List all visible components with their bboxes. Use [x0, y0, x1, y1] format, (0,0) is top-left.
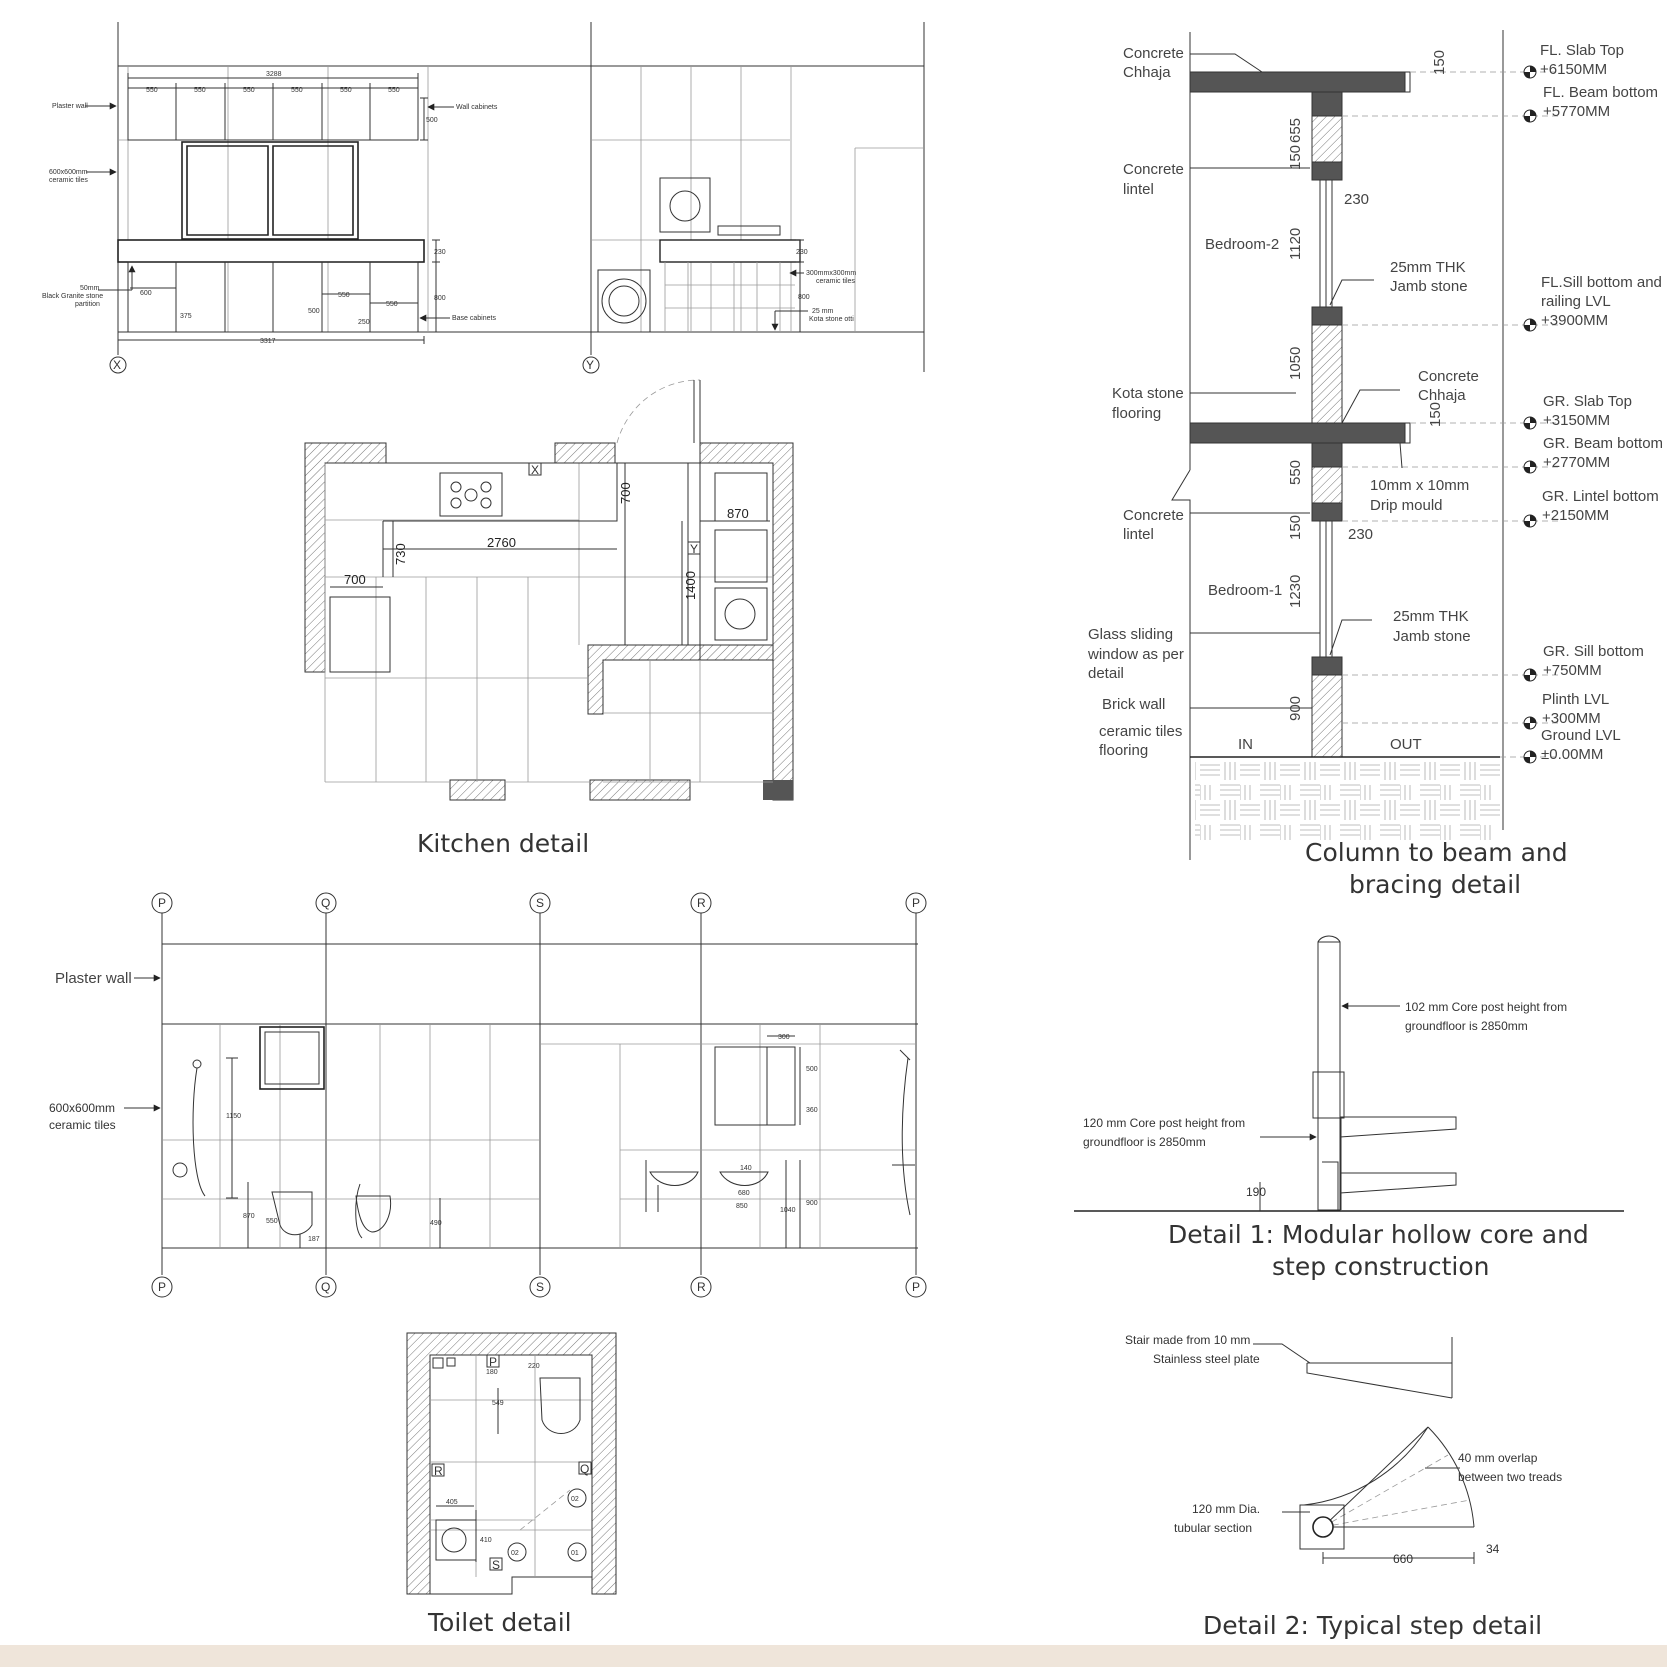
label-kota-1: 25 mm	[812, 308, 834, 315]
grid-top-2: Q	[321, 896, 331, 910]
dim-900-col: 900	[1287, 695, 1304, 721]
toilet-mark-q: Q	[580, 1462, 590, 1476]
label-chhaja-mid-2: Chhaja	[1418, 387, 1466, 404]
label-core102-1: 102 mm Core post height from	[1405, 1000, 1568, 1014]
label-stair-1: Stair made from 10 mm	[1125, 1333, 1251, 1347]
dim-w550a: 550	[338, 292, 350, 299]
dim-870: 870	[727, 506, 749, 521]
label-in: IN	[1238, 736, 1253, 753]
label-tubular-2: tubular section	[1174, 1521, 1253, 1535]
tag-02b: 02	[511, 1550, 519, 1557]
dim-870-toilet: 870	[243, 1213, 255, 1220]
label-chhaja-top-1: Concrete	[1123, 45, 1184, 62]
plan-mark-x: X	[531, 463, 540, 477]
label-overlap-1: 40 mm overlap	[1458, 1451, 1538, 1465]
dim-220: 220	[528, 1363, 540, 1370]
grid-label-x: X	[113, 358, 122, 372]
label-drip-1: 10mm x 10mm	[1370, 477, 1470, 494]
dim-h500: 500	[426, 117, 438, 124]
dim-180: 180	[486, 1369, 498, 1376]
dim-cab-3: 550	[243, 87, 255, 94]
dim-360: 360	[806, 1107, 818, 1114]
label-jamb-low-2: Jamb stone	[1393, 628, 1471, 645]
label-kota-2: Kota stone otti	[809, 316, 854, 323]
dim-total-bottom: 3317	[260, 338, 276, 345]
toilet-mark-r: R	[434, 1464, 443, 1478]
level-gr-sill-2: +750MM	[1543, 662, 1602, 679]
label-granite-3: partition	[75, 301, 100, 308]
toilet-plan	[407, 1333, 616, 1594]
dim-2760: 2760	[487, 535, 516, 550]
plan-mark-y: Y	[690, 542, 699, 556]
label-plaster-wall-toilet: Plaster wall	[55, 970, 132, 987]
label-core120-1: 120 mm Core post height from	[1083, 1116, 1246, 1130]
dim-total-top: 3288	[266, 71, 282, 78]
caption-column-1: Column to beam and	[1305, 838, 1568, 867]
dim-1230: 1230	[1287, 574, 1304, 608]
label-kota-2: flooring	[1112, 405, 1162, 422]
label-lintel-top-2: lintel	[1123, 181, 1154, 198]
dim-140: 140	[740, 1165, 752, 1172]
label-core102-2: groundfloor is 2850mm	[1405, 1019, 1528, 1033]
label-toilet-tiles-2: ceramic tiles	[49, 1118, 116, 1132]
dim-cab-1: 550	[146, 87, 158, 94]
label-chhaja-top-2: Chhaja	[1123, 64, 1171, 81]
grid-bottom-2: Q	[321, 1280, 331, 1294]
dim-700-horizontal: 700	[344, 572, 366, 587]
kitchen-plan	[305, 380, 793, 800]
label-tiles-300-2: ceramic tiles	[816, 278, 855, 285]
column-detail	[1087, 30, 1663, 860]
level-fl-slab-top-1: FL. Slab Top	[1540, 42, 1624, 59]
dim-730: 730	[393, 543, 408, 565]
dim-550: 550	[1287, 459, 1304, 485]
detail-2	[1125, 1333, 1562, 1566]
label-brick: Brick wall	[1102, 696, 1166, 713]
dim-900: 900	[806, 1200, 818, 1207]
dim-549: 549	[492, 1400, 504, 1407]
tag-02a: 02	[571, 1496, 579, 1503]
dim-w600: 600	[140, 290, 152, 297]
dim-1050: 1050	[1287, 346, 1304, 380]
dim-490: 490	[430, 1220, 442, 1227]
dim-y800: 800	[798, 294, 810, 301]
dim-h800: 800	[434, 295, 446, 302]
label-stair-2: Stainless steel plate	[1153, 1352, 1260, 1366]
caption-detail1-1: Detail 1: Modular hollow core and	[1168, 1220, 1589, 1249]
label-glass-2: window as per	[1088, 646, 1184, 663]
level-fl-sill-2: railing LVL	[1541, 293, 1611, 310]
level-fl-slab-top-2: +6150MM	[1540, 61, 1608, 78]
label-wall-cabinets: Wall cabinets	[456, 104, 498, 111]
label-ceramic-2: flooring	[1099, 742, 1149, 759]
dim-500: 500	[806, 1066, 818, 1073]
label-ceramic-tiles-1: 600x600mm	[49, 169, 88, 176]
dim-1400: 1400	[683, 571, 698, 600]
toilet-mark-s: S	[492, 1558, 501, 1572]
label-base-cabinets: Base cabinets	[452, 315, 496, 322]
label-kota-1: Kota stone	[1112, 385, 1184, 402]
level-gr-lintel-1: GR. Lintel bottom	[1542, 488, 1659, 505]
dim-150b: 150	[1287, 144, 1304, 170]
dim-680: 680	[738, 1190, 750, 1197]
level-gr-beam-2: +2770MM	[1543, 454, 1611, 471]
level-fl-sill-1: FL.Sill bottom and	[1541, 274, 1662, 291]
level-plinth-2: +300MM	[1542, 710, 1601, 727]
label-ceramic-tiles-2: ceramic tiles	[49, 177, 88, 184]
label-bedroom-2: Bedroom-2	[1205, 236, 1280, 253]
label-tubular-1: 120 mm Dia.	[1192, 1502, 1261, 1516]
dim-230b: 230	[1348, 526, 1374, 543]
level-gr-sill-1: GR. Sill bottom	[1543, 643, 1644, 660]
grid-bottom-5: P	[912, 1280, 921, 1294]
toilet-mark-p: P	[489, 1355, 498, 1369]
grid-top-5: P	[912, 896, 921, 910]
caption-detail1-2: step construction	[1272, 1252, 1490, 1281]
dim-410: 410	[480, 1537, 492, 1544]
label-lintel-top-1: Concrete	[1123, 161, 1184, 178]
label-tiles-300-1: 300mmx300mm	[806, 270, 857, 277]
dim-h230: 230	[434, 249, 446, 256]
label-ceramic-1: ceramic tiles	[1099, 723, 1183, 740]
dim-850: 850	[736, 1203, 748, 1210]
dim-y230: 230	[796, 249, 808, 256]
dim-300: 300	[778, 1034, 790, 1041]
grid-bottom-3: S	[536, 1280, 545, 1294]
dim-405: 405	[446, 1499, 458, 1506]
dim-150c: 150	[1427, 401, 1444, 427]
level-gr-slab-1: GR. Slab Top	[1543, 393, 1632, 410]
dim-h500b: 500	[308, 308, 320, 315]
caption-toilet: Toilet detail	[428, 1608, 572, 1637]
level-markers	[1524, 66, 1536, 763]
toilet-elevation	[49, 893, 926, 1297]
level-ground-2: ±0.00MM	[1541, 746, 1604, 763]
level-fl-beam-2: +5770MM	[1543, 103, 1611, 120]
level-fl-beam-1: FL. Beam bottom	[1543, 84, 1659, 101]
dim-1040: 1040	[780, 1207, 796, 1214]
level-gr-lintel-2: +2150MM	[1542, 507, 1610, 524]
dim-550-toilet: 550	[266, 1218, 278, 1225]
grid-bottom-4: R	[697, 1280, 706, 1294]
label-lintel-low-2: lintel	[1123, 526, 1154, 543]
dim-150d: 150	[1287, 514, 1304, 540]
caption-detail2: Detail 2: Typical step detail	[1203, 1611, 1543, 1640]
level-gr-beam-1: GR. Beam bottom	[1543, 435, 1664, 452]
grid-label-y: Y	[586, 358, 595, 372]
label-toilet-tiles-1: 600x600mm	[49, 1101, 116, 1115]
dim-cab-5: 550	[340, 87, 352, 94]
dim-660: 660	[1393, 1552, 1414, 1566]
label-drip-2: Drip mould	[1370, 497, 1443, 514]
level-gr-slab-2: +3150MM	[1543, 412, 1611, 429]
level-fl-sill-3: +3900MM	[1541, 312, 1609, 329]
caption-column-2: bracing detail	[1349, 870, 1522, 899]
label-granite-1: 50mm	[80, 285, 100, 292]
tag-01: 01	[571, 1550, 579, 1557]
grid-top-4: R	[697, 896, 706, 910]
level-ground-1: Ground LVL	[1541, 727, 1621, 744]
detail-1	[1074, 936, 1624, 1211]
dim-655: 655	[1287, 117, 1304, 143]
label-bedroom-1: Bedroom-1	[1208, 582, 1283, 599]
label-jamb-top-2: Jamb stone	[1390, 278, 1468, 295]
grid-top-1: P	[158, 896, 167, 910]
dim-cab-2: 550	[194, 87, 206, 94]
dim-230a: 230	[1344, 191, 1370, 208]
dim-w550b: 550	[386, 301, 398, 308]
dim-190: 190	[1246, 1185, 1267, 1199]
label-jamb-low-1: 25mm THK	[1393, 608, 1469, 625]
footer-band	[0, 1645, 1667, 1667]
label-granite-2: Black Granite stone	[42, 293, 104, 300]
label-overlap-2: between two treads	[1458, 1470, 1563, 1484]
label-chhaja-mid-1: Concrete	[1418, 368, 1479, 385]
label-glass-3: detail	[1088, 665, 1124, 682]
label-core120-2: groundfloor is 2850mm	[1083, 1135, 1206, 1149]
label-out: OUT	[1390, 736, 1422, 753]
label-plaster-wall: Plaster wall	[52, 103, 88, 110]
label-jamb-top-1: 25mm THK	[1390, 259, 1466, 276]
dim-187: 187	[308, 1236, 320, 1243]
dim-h250: 250	[358, 319, 370, 326]
dim-34: 34	[1486, 1542, 1500, 1556]
dim-150a: 150	[1431, 49, 1448, 75]
dim-700-vertical: 700	[618, 482, 633, 504]
grid-bottom-1: P	[158, 1280, 167, 1294]
dim-cab-6: 550	[388, 87, 400, 94]
caption-kitchen: Kitchen detail	[417, 829, 590, 858]
level-plinth-1: Plinth LVL	[1542, 691, 1610, 708]
label-glass-1: Glass sliding	[1088, 626, 1174, 643]
dim-1120: 1120	[1287, 227, 1304, 260]
dim-1150: 1150	[226, 1113, 242, 1120]
grid-top-3: S	[536, 896, 545, 910]
label-lintel-low-1: Concrete	[1123, 507, 1184, 524]
kitchen-elevation	[42, 22, 924, 373]
dim-h375: 375	[180, 313, 192, 320]
dim-cab-4: 550	[291, 87, 303, 94]
